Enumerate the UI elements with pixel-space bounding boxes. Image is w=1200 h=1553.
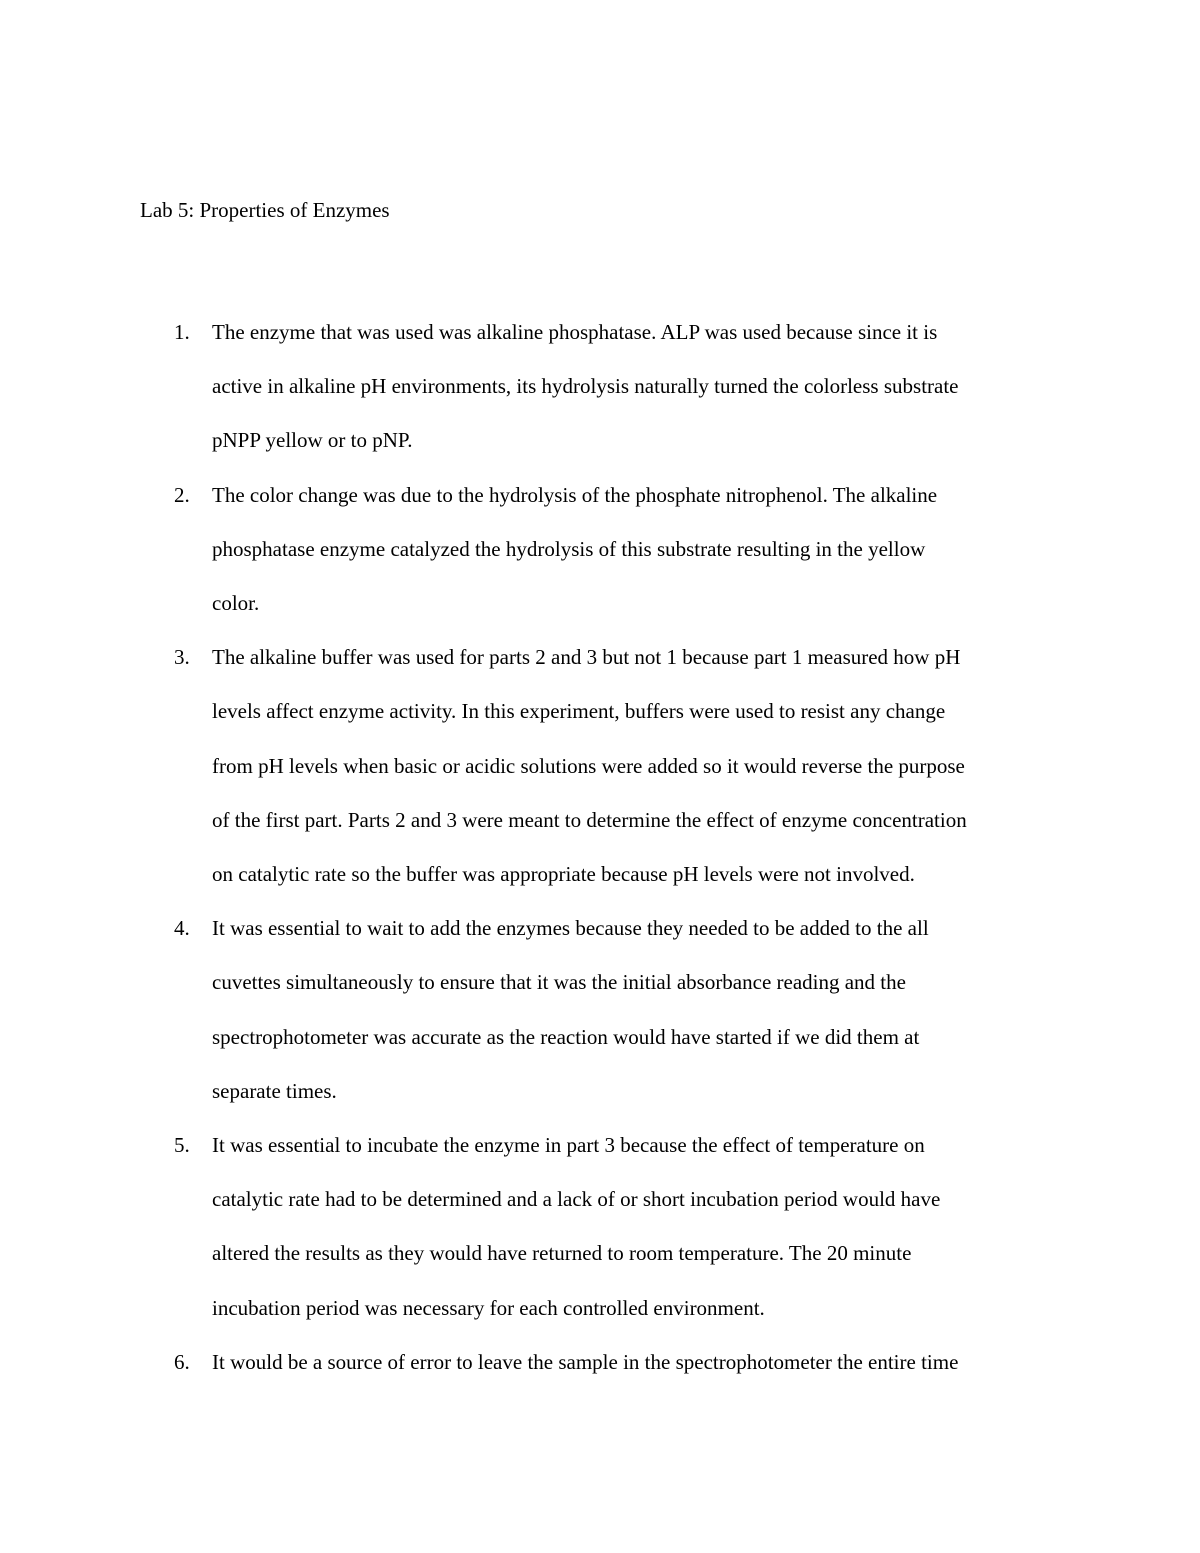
list-item-text <box>212 468 1072 631</box>
list-item-number: 3. <box>174 645 190 670</box>
text-line: on catalytic rate so the buffer was appropriate because pH levels were not involved. <box>212 862 915 887</box>
text-line: phosphatase enzyme catalyzed the hydrolysis of this substrate resulting in the yellow <box>212 536 926 561</box>
list-item <box>0 630 1200 901</box>
text-line: separate times. <box>212 1078 337 1103</box>
text-line: It would be a source of error to leave the sample in the spectrophotometer the entire time <box>212 1349 959 1374</box>
text-line: of the first part. Parts 2 and 3 were meant to determine the effect of enzyme concentration <box>212 807 967 832</box>
list-item <box>0 1118 1200 1335</box>
list-item-text <box>212 305 1072 468</box>
list-item-text <box>212 630 1072 901</box>
text-line: from pH levels when basic or acidic solutions were added so it would reverse the purpose <box>212 753 965 778</box>
list-item-number: 6. <box>174 1349 190 1374</box>
text-line: It was essential to wait to add the enzymes because they needed to be added to the all <box>212 916 929 941</box>
list-item-number: 2. <box>174 482 190 507</box>
list-item-number: 5. <box>174 1133 190 1158</box>
text-line: The alkaline buffer was used for parts 2 and 3 but not 1 because part 1 measured how pH <box>212 645 961 670</box>
text-line: altered the results as they would have returned to room temperature. The 20 minute <box>212 1241 912 1266</box>
text-line: catalytic rate had to be determined and a lack of or short incubation period would have <box>212 1187 941 1212</box>
text-line: incubation period was necessary for each controlled environment. <box>212 1295 765 1320</box>
document-title: Lab 5: Properties of Enzymes <box>140 198 390 222</box>
list-item-number: 1. <box>174 320 190 344</box>
text-line: levels affect enzyme activity. In this experiment, buffers were used to resist any change <box>212 699 946 724</box>
text-line: The color change was due to the hydrolysis of the phosphate nitrophenol. The alkaline <box>212 482 938 507</box>
text-line: spectrophotometer was accurate as the reaction would have started if we did them at <box>212 1024 920 1049</box>
list-item-text <box>212 1335 1072 1389</box>
list-item-text <box>212 901 1072 1118</box>
text-line: It was essential to incubate the enzyme in part 3 because the effect of temperature on <box>212 1133 925 1158</box>
list-item <box>0 901 1200 1118</box>
text-line: The enzyme that was used was alkaline phosphatase. ALP was used because since it is <box>212 320 938 344</box>
text-line: pNPP yellow or to pNP. <box>212 428 413 453</box>
list-item <box>0 468 1200 631</box>
list-item-text <box>212 1118 1072 1335</box>
list-item <box>0 305 1200 468</box>
text-line: cuvettes simultaneously to ensure that it was the initial absorbance reading and the <box>212 970 906 995</box>
answer-list <box>0 305 1200 1389</box>
text-line: active in alkaline pH environments, its hydrolysis naturally turned the colorless substrate <box>212 374 959 399</box>
list-item <box>0 1335 1200 1389</box>
list-item-number: 4. <box>174 916 190 941</box>
text-line: color. <box>212 591 260 616</box>
